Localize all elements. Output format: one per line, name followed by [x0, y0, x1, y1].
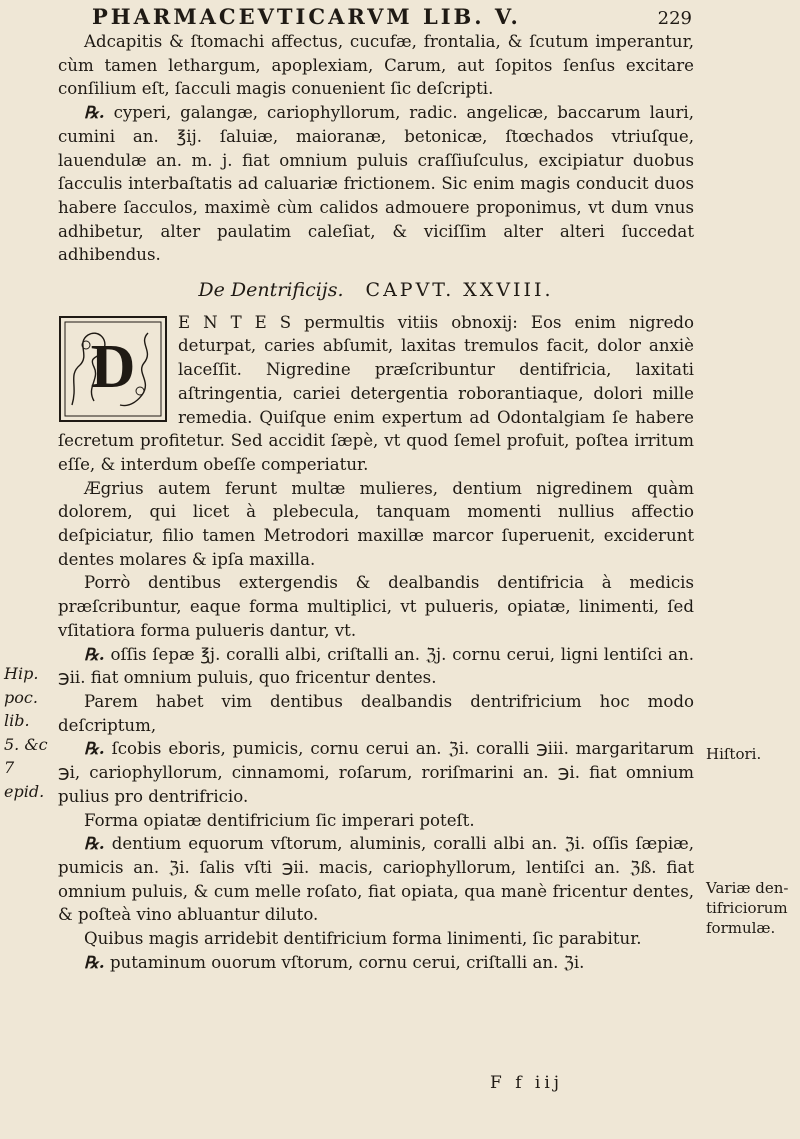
recipe-dentium-equorum-text: dentium equorum vſtorum, aluminis, coralli albi an. ℨi. oſſis ſæpiæ, pumicis an. ℨi. ſalis vſti ℈ii. macis, cariophyllorum, lentiſci an. ℨß. fiat omnium puluis, & cum melle roſato, fiat opiata, qua manè fricentur dentes, & poſteà vino abluantur diluto.: [58, 834, 694, 925]
recipe-scobis: [58, 737, 694, 808]
margin-note-line: 5. &c 7: [4, 734, 48, 777]
chapter-title: De Dentrificijs.: [198, 279, 344, 302]
margin-note-historia: [706, 744, 800, 764]
margin-note-formulae: [706, 878, 800, 938]
recipe-ossis-sepiae-text: oſſis ſepæ ℥j. coralli albi, criſtalli an. ℨj. cornu cerui, ligni lentiſci an. ℈ii. fiat omnium puluis, quo fricentur dentes.: [58, 644, 694, 688]
margin-note-line: formulæ.: [706, 919, 776, 937]
margin-note-left: [4, 662, 54, 803]
recipe-symbol: ℞.: [84, 833, 105, 854]
recipe-dentium-equorum: [58, 832, 694, 927]
paragraph-porro: Porrò dentibus extergendis & dealbandis dentifricia à medicis præſcribuntur, eaque forma multiplici, vt pulueris, opiatæ, linimenti, ſed vſitatiora forma pulueris dantur, vt.: [58, 573, 694, 640]
decorated-initial: [58, 315, 168, 423]
running-title: PHARMACEVTICARVM LIB. V.: [92, 4, 521, 29]
recipe-symbol: ℞.: [84, 951, 105, 972]
margin-note-line: Hiſtori.: [706, 745, 762, 763]
recipe-scobis-text: ſcobis eboris, pumicis, cornu cerui an. ℨi. coralli ℈iii. margaritarum ℈i, cariophyllorum, cinnamomi, roſarum, roriſmarini an. ℈i. fiat omnium pulius pro dentrifricio.: [58, 739, 694, 806]
recipe-sacculi: [58, 101, 694, 267]
recipe-symbol: ℞.: [84, 643, 105, 664]
recipe-symbol: ℞.: [84, 102, 105, 123]
recipe-putaminum-text: putaminum ouorum vſtorum, cornu cerui, criſtalli an. ℨi.: [109, 952, 585, 972]
paragraph-sacculi-intro: Adcapitis & ſtomachi affectus, cucufæ, frontalia, & ſcutum imperantur, cùm tamen lethargum, apoplexiam, Carum, aut ſopitos ſenſus excitare conſilium eſt, ſacculi magis conuenient ſic deſcripti.: [58, 32, 694, 99]
recipe-sacculi-text: cyperi, galangæ, cariophyllorum, radic. angelicæ, baccarum lauri, cumini an. ℥ij. ſaluiæ, maioranæ, betonicæ, ſtœchados vtriuſque, lauendulæ an. m. j. fiat omnium puluis craſſiuſculus, excipiatur duobus ſacculis interbaſtatis ad caluariæ frictionem. Sic enim magis conducit duos habere ſacculos, maximè cùm calidos admouere proponimus, vt dum vnus adhibetur, alter paulatim caleſiat, & viciſſim alter alteri ſuccedat adhibendus.: [58, 103, 694, 265]
page-number: 229: [657, 8, 692, 29]
signature-mark: F f iij: [490, 1073, 564, 1093]
recipe-putaminum: [58, 951, 694, 975]
chapter-number: CAPVT. XXVIII.: [365, 279, 554, 302]
margin-note-line: tifriciorum: [706, 899, 788, 917]
paragraph-aegrius: Ægrius autem ferunt multæ mulieres, dentium nigredinem quàm dolorem, qui licet à plebecula, tanquam momenti nullius affectio deſpiciatur, filio tamen Metrodori maxillæ marcor ſuperuenit, exciderunt dentes molares & ipſa maxilla.: [58, 478, 694, 569]
ornamental-initial-icon: [58, 315, 168, 423]
initial-letter: D: [90, 332, 136, 401]
recipe-symbol: ℞.: [84, 738, 105, 759]
margin-note-line: poc. lib.: [4, 687, 38, 730]
recipe-ossis-sepiae: [58, 643, 694, 690]
paragraph-quibus: Quibus magis arridebit dentifricium forma linimenti, ſic parabitur.: [84, 929, 642, 949]
running-header: [92, 4, 692, 29]
margin-note-line: epid.: [4, 781, 45, 801]
paragraph-parem: Parem habet vim dentibus dealbandis dentrifricium hoc modo deſcriptum,: [58, 691, 694, 735]
margin-note-line: Variæ den-: [706, 879, 789, 897]
paragraph-forma-opiatae: Forma opiatæ dentifricium ſic imperari poteſt.: [84, 810, 475, 830]
margin-note-line: Hip.: [4, 664, 39, 683]
chapter-heading: [58, 279, 694, 303]
paragraph-dentes-intro: E N T E S permultis vitiis obnoxij: Eos enim nigredo deturpat, caries abſumit, laxitas tremulos facit, dolor anxiè laceſſit. Nigredine præſcribuntur dentifricia, laxitati aſtringentia, cariei detergentia roborantiaque, dolori mille remedia. Quiſque enim expertum ad Odontalgiam ſe habere ſecretum profitetur. Sed accidit ſæpè, vt quod ſemel profuit, poſtea irritum eſſe, & interdum obeſſe comperiatur.: [58, 312, 694, 474]
text-body: [58, 30, 694, 974]
